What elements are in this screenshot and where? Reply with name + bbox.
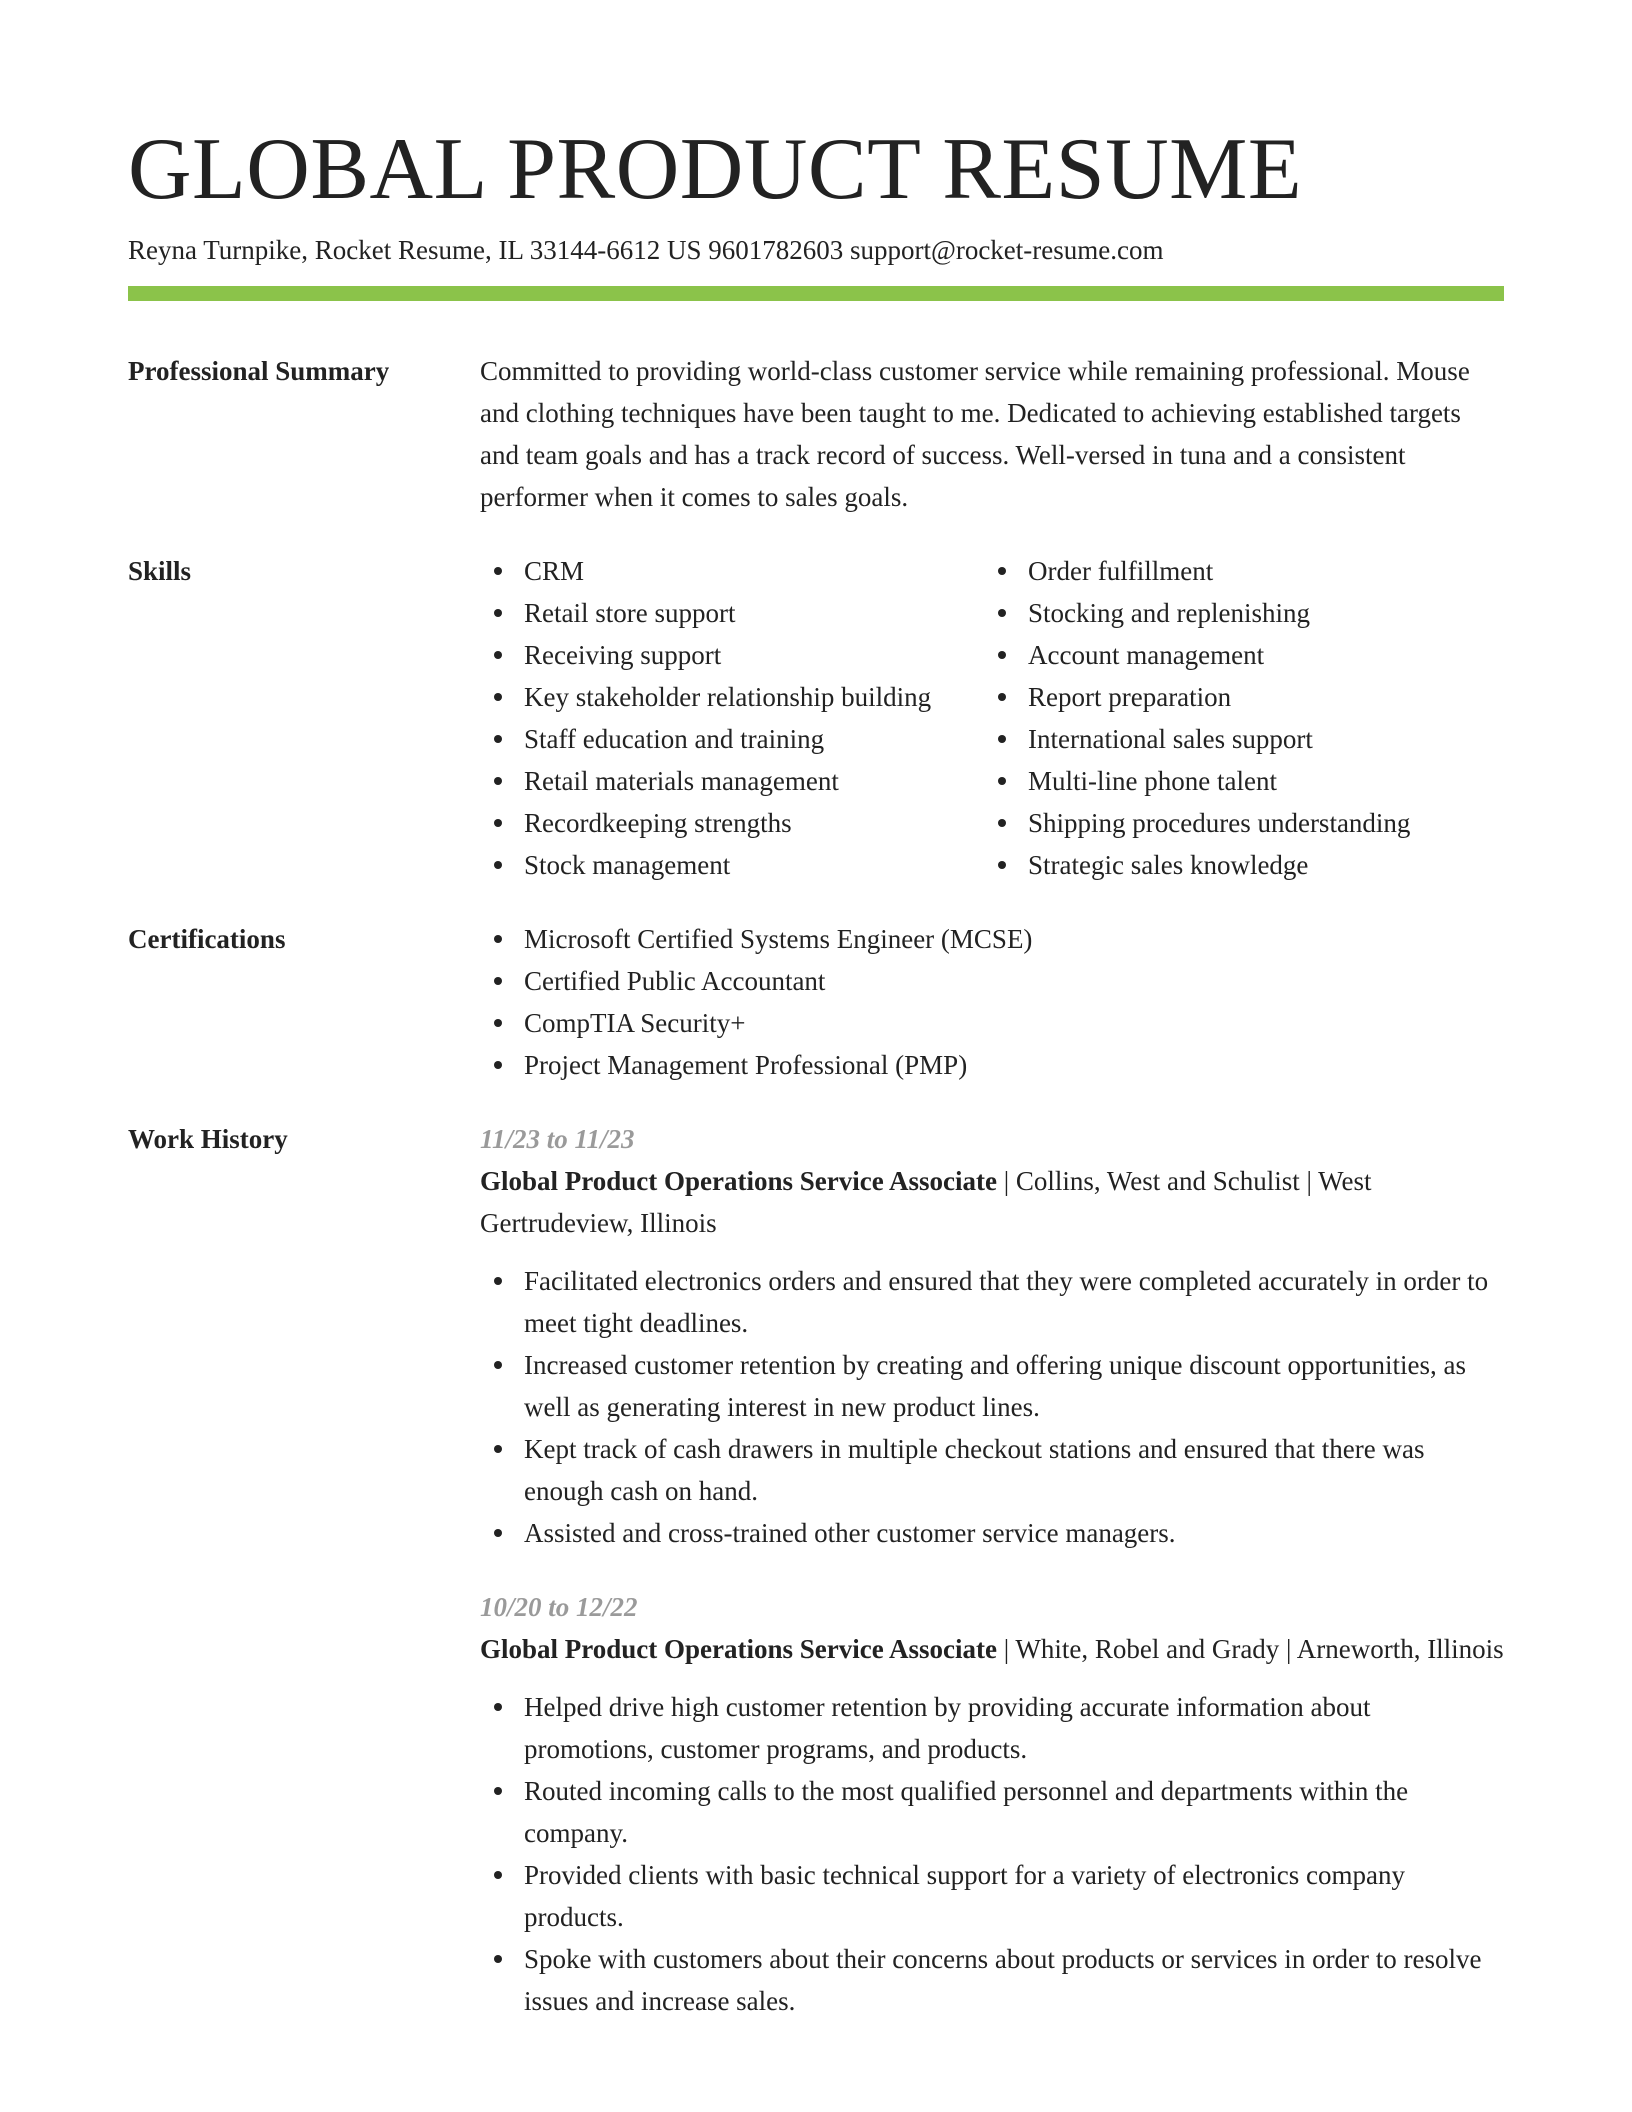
skill-item: Report preparation <box>984 676 1504 718</box>
contact-line: Reyna Turnpike, Rocket Resume, IL 33144-6612 US 9601782603 support@rocket-resume.com <box>128 235 1164 265</box>
work-history-heading: Work History <box>128 1124 288 1154</box>
skills-heading: Skills <box>128 556 192 586</box>
skills-body <box>480 550 1504 886</box>
job-employer-location: | Collins, West and Schulist | West Gertrudeview, Illinois <box>480 1166 1372 1238</box>
job-duty: Helped drive high customer retention by providing accurate information about promotions, customer programs, and products. <box>480 1686 1504 1770</box>
certification-item: Certified Public Accountant <box>480 960 1504 1002</box>
certification-item: Project Management Professional (PMP) <box>480 1044 1504 1086</box>
certifications-list <box>480 918 1504 1086</box>
work-history-body <box>480 1118 1504 2054</box>
skills-column-1 <box>480 550 984 886</box>
skill-item: Shipping procedures understanding <box>984 802 1504 844</box>
job-employer-location: | White, Robel and Grady | Arneworth, Illinois <box>996 1634 1504 1664</box>
skill-item: Stocking and replenishing <box>984 592 1504 634</box>
skill-item: Key stakeholder relationship building <box>480 676 984 718</box>
job-duty: Kept track of cash drawers in multiple checkout stations and ensured that there was enough cash on hand. <box>480 1428 1504 1512</box>
certification-item: Microsoft Certified Systems Engineer (MCSE) <box>480 918 1504 960</box>
resume-title: GLOBAL PRODUCT RESUME <box>128 121 1303 218</box>
skill-item: Recordkeeping strengths <box>480 802 984 844</box>
job-duties-list <box>480 1686 1504 2022</box>
job-date: 11/23 to 11/23 <box>480 1124 635 1154</box>
certifications-heading: Certifications <box>128 924 286 954</box>
skill-item: Strategic sales knowledge <box>984 844 1504 886</box>
skill-item: CRM <box>480 550 984 592</box>
skill-item: Order fulfillment <box>984 550 1504 592</box>
job-entry <box>480 1586 1504 2022</box>
job-heading <box>480 1628 1504 1670</box>
job-date: 10/20 to 12/22 <box>480 1592 638 1622</box>
certification-item: CompTIA Security+ <box>480 1002 1504 1044</box>
skill-item: Stock management <box>480 844 984 886</box>
summary-body <box>480 350 1504 518</box>
skill-item: Account management <box>984 634 1504 676</box>
skill-item: Retail store support <box>480 592 984 634</box>
summary-heading: Professional Summary <box>128 356 390 386</box>
job-entry <box>480 1118 1504 1554</box>
skill-item: Multi-line phone talent <box>984 760 1504 802</box>
skill-item: Retail materials management <box>480 760 984 802</box>
header-divider <box>128 286 1504 301</box>
skills-column-2 <box>984 550 1504 886</box>
job-title: Global Product Operations Service Associate <box>480 1166 997 1196</box>
skill-item: Staff education and training <box>480 718 984 760</box>
job-duty: Increased customer retention by creating and offering unique discount opportunities, as well as generating interest in new product lines. <box>480 1344 1504 1428</box>
job-duty: Provided clients with basic technical support for a variety of electronics company products. <box>480 1854 1504 1938</box>
certifications-body <box>480 918 1504 1086</box>
skill-item: Receiving support <box>480 634 984 676</box>
job-title: Global Product Operations Service Associate <box>480 1634 997 1664</box>
job-duty: Facilitated electronics orders and ensured that they were completed accurately in order to meet tight deadlines. <box>480 1260 1504 1344</box>
job-heading <box>480 1160 1504 1244</box>
skill-item: International sales support <box>984 718 1504 760</box>
job-duty: Assisted and cross-trained other customer service managers. <box>480 1512 1504 1554</box>
job-duty: Spoke with customers about their concerns about products or services in order to resolve issues and increase sales. <box>480 1938 1504 2022</box>
job-duties-list <box>480 1260 1504 1554</box>
summary-text: Committed to providing world-class customer service while remaining professional. Mouse and clothing techniques have been taught to me. Dedicated to achieving established targets and team goals and has a track record of success. Well-versed in tuna and a consistent performer when it comes to sales goals. <box>480 356 1470 512</box>
job-duty: Routed incoming calls to the most qualified personnel and departments within the company. <box>480 1770 1504 1854</box>
